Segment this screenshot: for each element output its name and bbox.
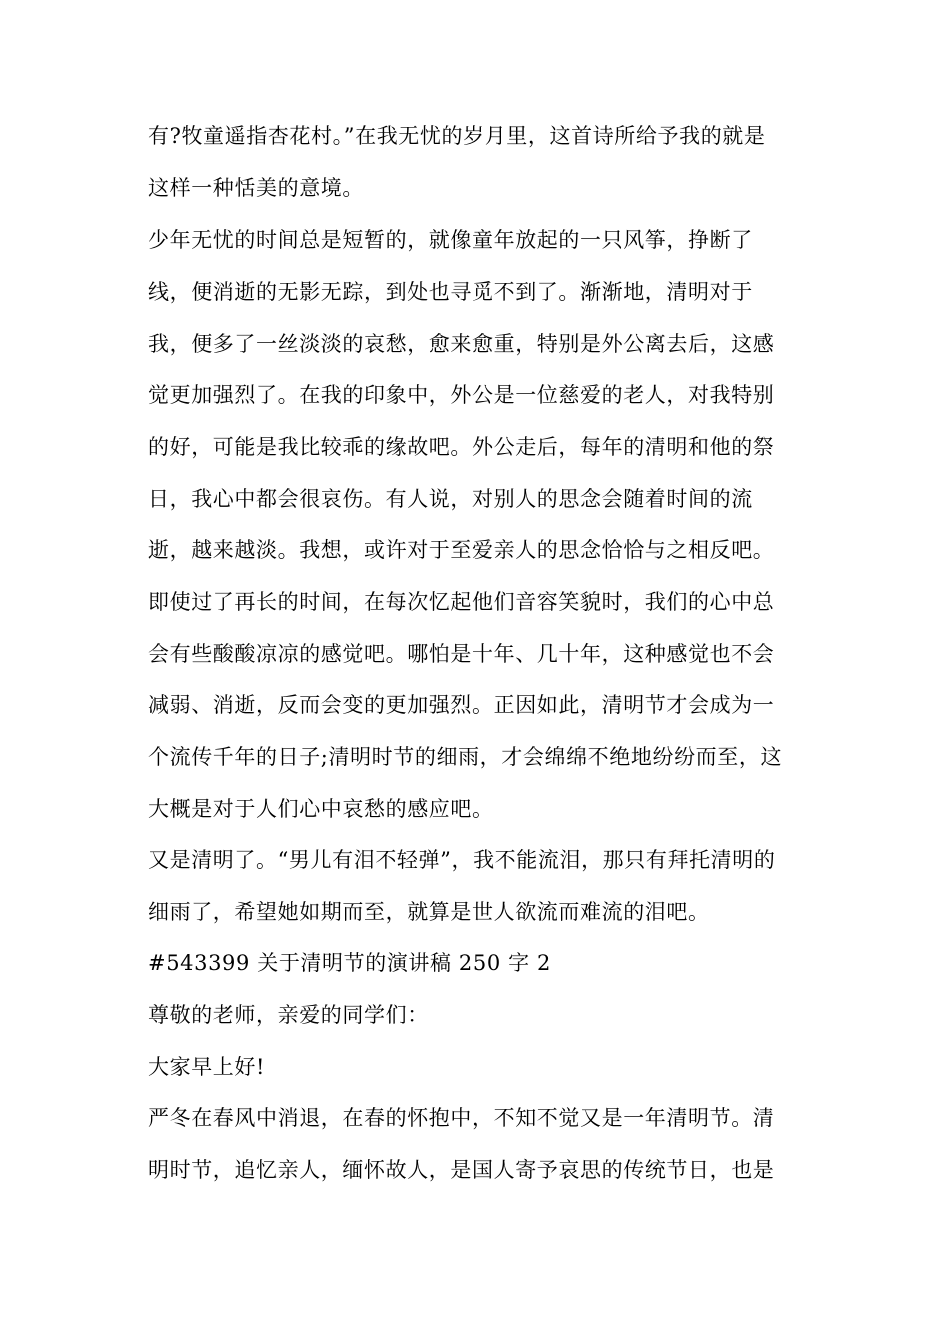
text-line: 即使过了再长的时间，在每次忆起他们音容笑貌时，我们的心中总 (148, 590, 775, 614)
text-line: 这样一种恬美的意境。 (148, 176, 364, 200)
text-line: 严冬在春风中消退，在春的怀抱中，不知不觉又是一年清明节。清 (148, 1106, 775, 1130)
text-line: 觉更加强烈了。在我的印象中，外公是一位慈爱的老人，对我特别 (148, 383, 775, 407)
text-line: 日，我心中都会很哀伤。有人说，对别人的思念会随着时间的流 (148, 487, 753, 511)
section-heading: #543399 关于清明节的演讲稿 250 字 2 (148, 951, 551, 975)
text-line: 大概是对于人们心中哀愁的感应吧。 (148, 797, 494, 821)
text-line: 的好，可能是我比较乖的缘故吧。外公走后，每年的清明和他的祭 (148, 435, 775, 459)
text-line: 明时节，追忆亲人，缅怀故人，是国人寄予哀思的传统节日，也是 (148, 1158, 775, 1182)
greeting: 大家早上好! (148, 1055, 266, 1079)
text-line: 少年无忧的时间总是短暂的，就像童年放起的一只风筝，挣断了 (148, 228, 753, 252)
text-line: 我，便多了一丝淡淡的哀愁，愈来愈重，特别是外公离去后，这感 (148, 332, 775, 356)
text-line: 有?牧童遥指杏花村。”在我无忧的岁月里，这首诗所给予我的就是 (148, 124, 766, 148)
text-line: 线，便消逝的无影无踪，到处也寻觅不到了。渐渐地，清明对于 (148, 280, 753, 304)
text-line: 细雨了，希望她如期而至，就算是世人欲流而难流的泪吧。 (148, 900, 710, 924)
text-line: 会有些酸酸凉凉的感觉吧。哪怕是十年、几十年，这种感觉也不会 (148, 642, 775, 666)
text-line: 个流传千年的日子;清明时节的细雨，才会绵绵不绝地纷纷而至，这 (148, 745, 783, 769)
text-line: 减弱、消逝，反而会变的更加强烈。正因如此，清明节才会成为一 (148, 693, 775, 717)
salutation: 尊敬的老师，亲爱的同学们： (148, 1003, 429, 1027)
text-line: 逝，越来越淡。我想，或许对于至爱亲人的思念恰恰与之相反吧。 (148, 538, 775, 562)
text-line: 又是清明了。“男儿有泪不轻弹”，我不能流泪，那只有拜托清明的 (148, 848, 776, 872)
